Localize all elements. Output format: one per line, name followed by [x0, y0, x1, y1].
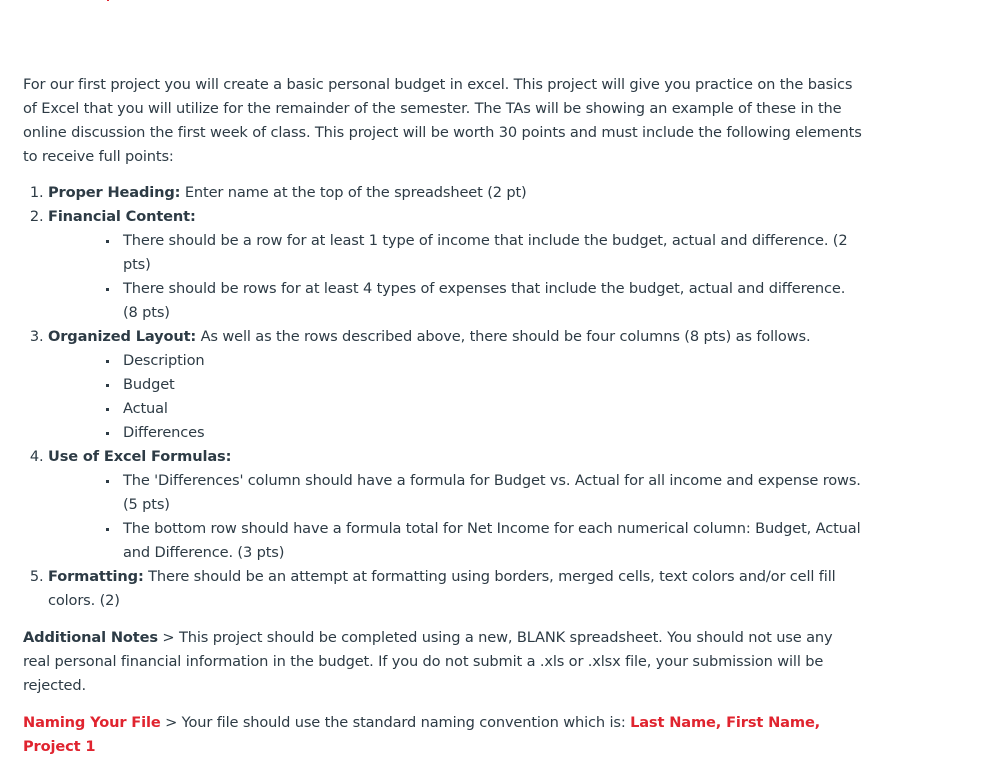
requirement-item	[48, 181, 863, 205]
requirement-title: Organized Layout:	[48, 328, 197, 345]
requirement-subitems	[48, 469, 863, 565]
requirement-text: There should be an attempt at formatting using borders, merged cells, text colors and/or cell fill colors. (2)	[48, 568, 836, 609]
top-red-mark	[107, 0, 109, 1]
list-item: There should be rows for at least 4 types of expenses that include the budget, actual and difference. (8 pts)	[98, 277, 863, 325]
intro-paragraph: For our first project you will create a basic personal budget in excel. This project will give you practice on the basics of Excel that you will utilize for the remainder of the semester. The TAs will be showing an example of these in the online discussion the first week of class. This project will be worth 30 points and must include the following elements to receive full points:	[23, 76, 862, 165]
arrow-separator: >	[157, 629, 179, 646]
list-item: Description	[98, 349, 863, 373]
requirements-list	[23, 181, 863, 613]
requirement-subitems	[48, 229, 863, 325]
additional-notes-text: This project should be completed using a new, BLANK spreadsheet. You should not use any real personal financial information in the budget. If you do not submit a .xls or .xlsx file, your submission will be rejected.	[23, 629, 833, 694]
requirement-title: Proper Heading:	[48, 184, 181, 201]
arrow-separator: >	[160, 714, 182, 731]
naming-label: Naming Your File	[23, 714, 161, 731]
list-item: The bottom row should have a formula total for Net Income for each numerical column: Budget, Actual and Difference. (3 pts)	[98, 517, 863, 565]
list-item: Differences	[98, 421, 863, 445]
requirement-text: As well as the rows described above, there should be four columns (8 pts) as follows.	[196, 328, 811, 345]
assignment-description	[23, 73, 863, 759]
naming-your-file	[23, 711, 863, 759]
list-item: The 'Differences' column should have a formula for Budget vs. Actual for all income and expense rows. (5 pts)	[98, 469, 863, 517]
requirement-item	[48, 445, 863, 565]
requirement-title: Financial Content:	[48, 208, 196, 225]
requirement-item	[48, 325, 863, 445]
requirement-subitems	[48, 349, 863, 445]
requirement-title: Use of Excel Formulas:	[48, 448, 232, 465]
list-item: Actual	[98, 397, 863, 421]
requirement-text: Enter name at the top of the spreadsheet (2 pt)	[180, 184, 527, 201]
additional-notes-label: Additional Notes	[23, 629, 158, 646]
list-item: There should be a row for at least 1 type of income that include the budget, actual and difference. (2 pts)	[98, 229, 863, 277]
naming-text: Your file should use the standard naming convention which is:	[181, 714, 631, 731]
requirement-title: Formatting:	[48, 568, 144, 585]
requirement-item	[48, 565, 863, 613]
requirement-item	[48, 205, 863, 325]
naming-convention: Last Name, First Name, Project 1	[23, 714, 821, 755]
list-item: Budget	[98, 373, 863, 397]
additional-notes	[23, 626, 863, 698]
